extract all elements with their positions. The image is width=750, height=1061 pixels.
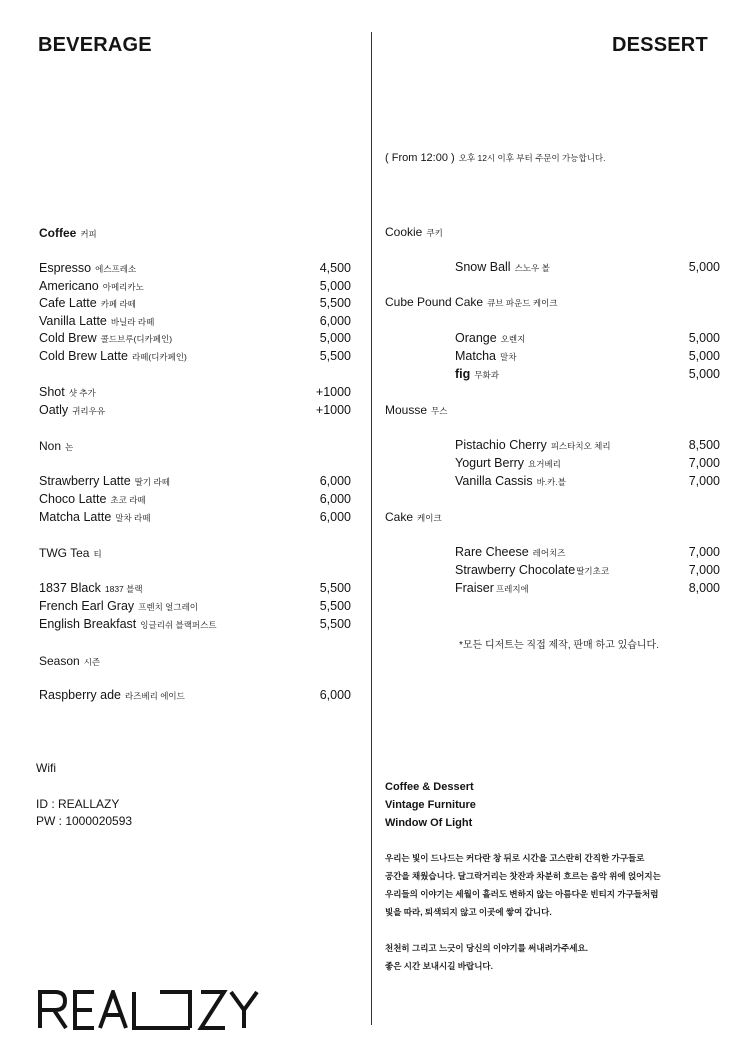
beverage-heading: BEVERAGE xyxy=(38,34,152,56)
price-matcha-latte: 6,000 xyxy=(319,510,351,524)
menu-item-english-breakfast: English Breakfast 잉글리쉬 블랙퍼스트 xyxy=(39,617,217,631)
menu-item-pistachio-cherry: Pistachio Cherry 피스타치오 체리 xyxy=(455,438,611,452)
menu-item-vanilla-latte: Vanilla Latte 바닐라 라떼 xyxy=(39,314,155,328)
price-shot: +1000 xyxy=(315,385,351,399)
section-twg-tea-title: TWG Tea 티 xyxy=(39,546,102,560)
price-orange: 5,000 xyxy=(688,331,720,345)
reallazy-logo xyxy=(38,990,300,1030)
price-english-breakfast: 5,500 xyxy=(319,617,351,631)
info-line-window-of-light: Window Of Light xyxy=(385,817,473,829)
price-americano: 5,000 xyxy=(319,279,351,293)
wifi-id: ID : REALLAZY xyxy=(36,797,120,811)
wifi-password: PW : 1000020593 xyxy=(36,814,133,828)
menu-item-espresso: Espresso 에스프레소 xyxy=(39,261,137,275)
dessert-time-note: ( From 12:00 ) 오후 12시 이후 부터 주문이 가능합니다. xyxy=(385,152,606,164)
menu-item-americano: Americano 아메리카노 xyxy=(39,279,144,293)
price-fraiser: 8,000 xyxy=(688,581,720,595)
price-espresso: 4,500 xyxy=(319,261,351,275)
price-choco-latte: 6,000 xyxy=(319,492,351,506)
menu-item-french-earl-gray: French Earl Gray 프렌치 얼그레이 xyxy=(39,599,199,613)
price-raspberry-ade: 6,000 xyxy=(319,688,351,702)
section-cookie-title: Cookie 쿠키 xyxy=(385,225,443,239)
menu-item-matcha: Matcha 말차 xyxy=(455,349,517,363)
section-coffee-title: Coffee 커피 xyxy=(39,226,97,240)
menu-item-matcha-latte: Matcha Latte 말차 라떼 xyxy=(39,510,151,524)
info-line-coffee-dessert: Coffee & Dessert xyxy=(385,781,474,793)
dessert-heading: DESSERT xyxy=(612,34,708,56)
section-mousse-title: Mousse 무스 xyxy=(385,403,448,417)
menu-item-oatly: Oatly 귀리우유 xyxy=(39,403,106,417)
menu-item-raspberry-ade: Raspberry ade 라즈베리 에이드 xyxy=(39,688,185,702)
menu-item-1837-black: 1837 Black 1837 블랙 xyxy=(39,581,143,595)
menu-item-rare-cheese: Rare Cheese 레어치즈 xyxy=(455,545,566,559)
dessert-handmade-note: *모든 디저트는 직접 제작, 판매 하고 있습니다. xyxy=(459,640,659,651)
story-line-2: 공간을 채웠습니다. 달그락거리는 찻잔과 차분히 흐르는 음악 위에 얹어지는 xyxy=(385,871,661,881)
menu-item-vanilla-cassis: Vanilla Cassis 바.카.블 xyxy=(455,474,566,488)
closing-line-2: 좋은 시간 보내시길 바랍니다. xyxy=(385,961,493,971)
section-season-title: Season 시즌 xyxy=(39,654,101,668)
price-vanilla-cassis: 7,000 xyxy=(688,474,720,488)
menu-item-orange: Orange 오렌지 xyxy=(455,331,526,345)
price-1837-black: 5,500 xyxy=(319,581,351,595)
menu-item-cold-brew-latte: Cold Brew Latte 라떼(디카페인) xyxy=(39,349,187,363)
menu-item-snow-ball: Snow Ball 스노우 볼 xyxy=(455,260,550,274)
price-strawberry-chocolate: 7,000 xyxy=(688,563,720,577)
menu-item-yogurt-berry: Yogurt Berry 요거베리 xyxy=(455,456,561,470)
price-cold-brew: 5,000 xyxy=(319,331,351,345)
price-snow-ball: 5,000 xyxy=(688,260,720,274)
menu-item-choco-latte: Choco Latte 초코 라떼 xyxy=(39,492,146,506)
story-line-3: 우리들의 이야기는 세월이 흘러도 변하지 않는 아름다운 빈티지 가구들처럼 xyxy=(385,889,659,899)
story-line-1: 우리는 빛이 드나드는 커다란 창 뒤로 시간을 고스란히 간직한 가구들로 xyxy=(385,853,645,863)
center-divider xyxy=(371,32,372,1025)
price-french-earl-gray: 5,500 xyxy=(319,599,351,613)
info-line-vintage-furniture: Vintage Furniture xyxy=(385,799,476,811)
menu-item-strawberry-latte: Strawberry Latte 딸기 라떼 xyxy=(39,474,170,488)
menu-item-shot: Shot 샷 추가 xyxy=(39,385,96,399)
price-yogurt-berry: 7,000 xyxy=(688,456,720,470)
menu-item-strawberry-chocolate: Strawberry Chocolate딸기초코 xyxy=(455,563,610,577)
price-vanilla-latte: 6,000 xyxy=(319,314,351,328)
menu-item-fraiser: Fraiser 프레지에 xyxy=(455,581,529,595)
menu-item-cafe-latte: Cafe Latte 카페 라떼 xyxy=(39,296,136,310)
section-cube-pound-cake-title: Cube Pound Cake 큐브 파운드 케이크 xyxy=(385,295,558,309)
price-oatly: +1000 xyxy=(315,403,351,417)
section-non-title: Non 논 xyxy=(39,439,74,453)
closing-line-1: 천천히 그리고 느긋이 당신의 이야기를 써내려가주세요. xyxy=(385,943,589,953)
menu-item-cold-brew: Cold Brew 콜드브루(디카페인) xyxy=(39,331,173,345)
price-matcha: 5,000 xyxy=(688,349,720,363)
price-cafe-latte: 5,500 xyxy=(319,296,351,310)
story-line-4: 빛을 따라, 퇴색되지 않고 이곳에 쌓여 갑니다. xyxy=(385,907,552,917)
menu-item-fig: fig 무화과 xyxy=(455,367,499,381)
price-cold-brew-latte: 5,500 xyxy=(319,349,351,363)
price-strawberry-latte: 6,000 xyxy=(319,474,351,488)
wifi-label: Wifi xyxy=(36,761,56,775)
price-fig: 5,000 xyxy=(688,367,720,381)
section-cake-title: Cake 케이크 xyxy=(385,510,442,524)
price-pistachio-cherry: 8,500 xyxy=(688,438,720,452)
price-rare-cheese: 7,000 xyxy=(688,545,720,559)
